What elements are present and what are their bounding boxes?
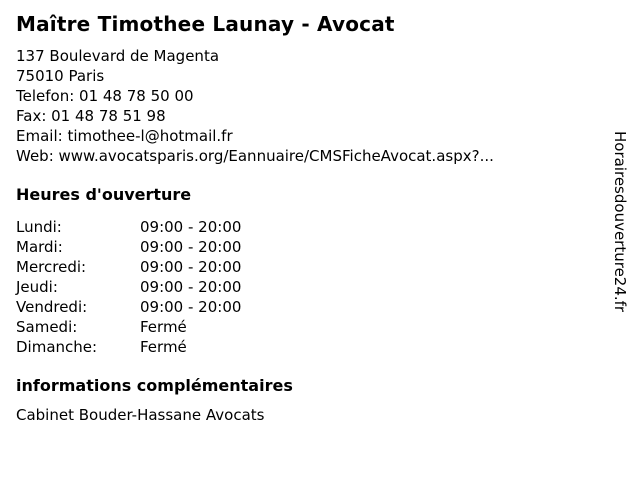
additional-info-heading: informations complémentaires [16, 376, 293, 395]
website-link[interactable]: Web: www.avocatsparis.org/Eannuaire/CMSFicheAvocat.aspx?... [16, 147, 494, 165]
fax-line: Fax: 01 48 78 51 98 [16, 107, 166, 125]
hours-row-thursday [16, 277, 600, 297]
hours-row-friday [16, 297, 600, 317]
hours-row-sunday [16, 337, 600, 357]
day-hours: 09:00 - 20:00 [140, 298, 242, 316]
email-link[interactable]: Email: timothee-l@hotmail.fr [16, 127, 233, 145]
day-hours: 09:00 - 20:00 [140, 218, 242, 236]
hours-row-wednesday [16, 257, 600, 277]
hours-row-tuesday [16, 237, 600, 257]
day-hours: Fermé [140, 338, 187, 356]
phone-line: Telefon: 01 48 78 50 00 [16, 87, 194, 105]
day-label: Vendredi: [16, 298, 88, 316]
hours-row-saturday [16, 317, 600, 337]
additional-info-text: Cabinet Bouder-Hassane Avocats [16, 406, 265, 424]
opening-hours-heading: Heures d'ouverture [16, 185, 192, 204]
day-label: Lundi: [16, 218, 62, 236]
address-city: 75010 Paris [16, 67, 105, 85]
day-label: Samedi: [16, 318, 78, 336]
day-hours: Fermé [140, 318, 187, 336]
day-hours: 09:00 - 20:00 [140, 258, 242, 276]
opening-hours-table [16, 217, 600, 357]
address-street: 137 Boulevard de Magenta [16, 47, 220, 65]
hours-row-monday [16, 217, 600, 237]
day-hours: 09:00 - 20:00 [140, 278, 242, 296]
day-label: Mercredi: [16, 258, 87, 276]
page-title: Maître Timothee Launay - Avocat [16, 12, 395, 36]
day-label: Dimanche: [16, 338, 98, 356]
site-brand-watermark-link[interactable]: Horairesdouverture24.fr [611, 131, 629, 313]
day-label: Mardi: [16, 238, 63, 256]
contact-block [16, 46, 600, 166]
day-hours: 09:00 - 20:00 [140, 238, 242, 256]
day-label: Jeudi: [16, 278, 58, 296]
